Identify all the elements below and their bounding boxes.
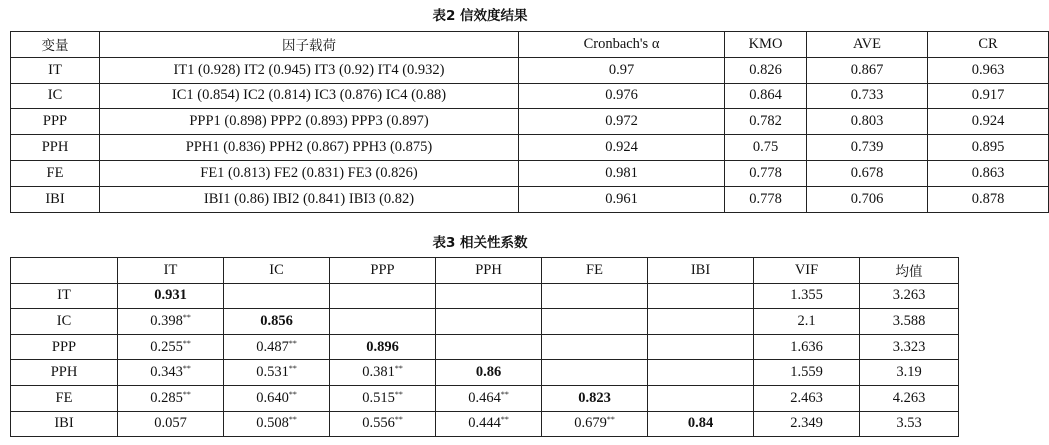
cell-vif: 1.559 (754, 360, 860, 386)
corr-cell-pph (436, 283, 542, 309)
corr-cell-ibi (648, 360, 754, 386)
corr-value: 0.398 (150, 312, 183, 329)
cell-factor-loadings: FE1 (0.813) FE2 (0.831) FE3 (0.826) (100, 160, 519, 186)
cell-factor-loadings: PPH1 (0.836) PPH2 (0.867) PPH3 (0.875) (100, 135, 519, 161)
corr-value: 0.487 (256, 338, 289, 355)
cell-cr: 0.924 (928, 109, 1049, 135)
cell-variable: IC (11, 83, 100, 109)
row-label: FE (11, 385, 118, 411)
corr-cell-ic (224, 334, 330, 360)
header-variable: 变量 (11, 32, 100, 58)
significance-marker: ** (500, 389, 509, 399)
header-ave: AVE (807, 32, 928, 58)
cell-ave: 0.803 (807, 109, 928, 135)
corr-cell-ppp (330, 385, 436, 411)
corr-cell-ppp (330, 411, 436, 437)
table-row (11, 334, 959, 360)
header-mean: 均值 (860, 258, 959, 284)
cell-ave: 0.867 (807, 57, 928, 83)
row-label: IC (11, 309, 118, 335)
cell-cronbach-alpha: 0.961 (519, 186, 725, 212)
significance-marker: ** (394, 364, 403, 374)
cell-mean: 3.53 (860, 411, 959, 437)
header-pph: PPH (436, 258, 542, 284)
cell-vif: 2.349 (754, 411, 860, 437)
corr-value: 0.84 (687, 415, 714, 432)
corr-value: 0.856 (260, 312, 293, 329)
corr-cell-ppp (330, 309, 436, 335)
table-row (11, 160, 1049, 186)
table-row (11, 309, 959, 335)
cell-cronbach-alpha: 0.976 (519, 83, 725, 109)
row-label: PPP (11, 334, 118, 360)
corr-cell-it (118, 283, 224, 309)
corr-cell-ic (224, 309, 330, 335)
corr-cell-ppp (330, 283, 436, 309)
corr-cell-ppp (330, 360, 436, 386)
corr-value: 0.86 (475, 364, 502, 381)
table2-caption: 表2 信效度结果 (432, 8, 528, 24)
corr-value: 0.515 (362, 389, 395, 406)
cell-factor-loadings: IT1 (0.928) IT2 (0.945) IT3 (0.92) IT4 (0.932) (100, 57, 519, 83)
cell-cronbach-alpha: 0.924 (519, 135, 725, 161)
cell-variable: FE (11, 160, 100, 186)
row-label: PPH (11, 360, 118, 386)
cell-ave: 0.733 (807, 83, 928, 109)
cell-cronbach-alpha: 0.97 (519, 57, 725, 83)
reliability-validity-table (10, 31, 1049, 213)
significance-marker: ** (182, 312, 191, 322)
corr-cell-fe (542, 334, 648, 360)
corr-cell-pph (436, 334, 542, 360)
cell-cr: 0.878 (928, 186, 1049, 212)
cell-kmo: 0.778 (725, 160, 807, 186)
table3-header-row (11, 258, 959, 284)
cell-kmo: 0.826 (725, 57, 807, 83)
corr-cell-fe (542, 283, 648, 309)
corr-cell-it (118, 334, 224, 360)
significance-marker: ** (182, 338, 191, 348)
significance-marker: ** (606, 415, 615, 425)
header-ibi: IBI (648, 258, 754, 284)
table-row (11, 83, 1049, 109)
corr-cell-fe (542, 385, 648, 411)
cell-mean: 3.19 (860, 360, 959, 386)
corr-cell-ic (224, 360, 330, 386)
corr-cell-pph (436, 360, 542, 386)
cell-variable: IT (11, 57, 100, 83)
header-kmo: KMO (725, 32, 807, 58)
corr-value: 0.531 (256, 364, 289, 381)
cell-vif: 2.1 (754, 309, 860, 335)
significance-marker: ** (394, 415, 403, 425)
corr-cell-fe (542, 411, 648, 437)
corr-value: 0.640 (256, 389, 289, 406)
significance-marker: ** (182, 364, 191, 374)
header-vif: VIF (754, 258, 860, 284)
corr-value: 0.931 (154, 287, 187, 304)
header-it: IT (118, 258, 224, 284)
cell-cr: 0.895 (928, 135, 1049, 161)
corr-cell-fe (542, 360, 648, 386)
corr-cell-ic (224, 283, 330, 309)
cell-cronbach-alpha: 0.972 (519, 109, 725, 135)
cell-vif: 1.355 (754, 283, 860, 309)
row-label: IT (11, 283, 118, 309)
cell-factor-loadings: IC1 (0.854) IC2 (0.814) IC3 (0.876) IC4 (0.88) (100, 83, 519, 109)
corr-cell-fe (542, 309, 648, 335)
cell-kmo: 0.778 (725, 186, 807, 212)
cell-ave: 0.678 (807, 160, 928, 186)
cell-ave: 0.706 (807, 186, 928, 212)
significance-marker: ** (288, 338, 297, 348)
corr-cell-ibi (648, 309, 754, 335)
significance-marker: ** (288, 415, 297, 425)
table-row (11, 186, 1049, 212)
cell-factor-loadings: PPP1 (0.898) PPP2 (0.893) PPP3 (0.897) (100, 109, 519, 135)
corr-cell-it (118, 360, 224, 386)
cell-cr: 0.963 (928, 57, 1049, 83)
corr-cell-ibi (648, 283, 754, 309)
header-ic: IC (224, 258, 330, 284)
table-row (11, 135, 1049, 161)
cell-variable: PPP (11, 109, 100, 135)
corr-value: 0.057 (154, 415, 187, 432)
cell-kmo: 0.782 (725, 109, 807, 135)
header-cronbach-alpha: Cronbach's α (519, 32, 725, 58)
table-row (11, 411, 959, 437)
corr-cell-pph (436, 385, 542, 411)
cell-mean: 4.263 (860, 385, 959, 411)
cell-ave: 0.739 (807, 135, 928, 161)
corr-cell-it (118, 411, 224, 437)
table-row (11, 57, 1049, 83)
header-factor-loading: 因子载荷 (100, 32, 519, 58)
table-row (11, 283, 959, 309)
cell-cr: 0.917 (928, 83, 1049, 109)
corr-cell-ibi (648, 385, 754, 411)
corr-value: 0.444 (468, 415, 501, 432)
cell-mean: 3.323 (860, 334, 959, 360)
correlation-table (10, 257, 959, 437)
row-label: IBI (11, 411, 118, 437)
table-row (11, 360, 959, 386)
corr-value: 0.508 (256, 415, 289, 432)
cell-kmo: 0.864 (725, 83, 807, 109)
corr-value: 0.896 (366, 338, 399, 355)
corr-cell-ic (224, 385, 330, 411)
significance-marker: ** (394, 389, 403, 399)
header-ppp: PPP (330, 258, 436, 284)
table2-header-row (11, 32, 1049, 58)
cell-variable: IBI (11, 186, 100, 212)
corr-value: 0.255 (150, 338, 183, 355)
cell-mean: 3.588 (860, 309, 959, 335)
corr-value: 0.285 (150, 389, 183, 406)
corr-value: 0.464 (468, 389, 501, 406)
significance-marker: ** (288, 364, 297, 374)
cell-factor-loadings: IBI1 (0.86) IBI2 (0.841) IBI3 (0.82) (100, 186, 519, 212)
table-row (11, 385, 959, 411)
header-fe: FE (542, 258, 648, 284)
cell-cr: 0.863 (928, 160, 1049, 186)
cell-vif: 1.636 (754, 334, 860, 360)
corr-value: 0.556 (362, 415, 395, 432)
cell-cronbach-alpha: 0.981 (519, 160, 725, 186)
corr-value: 0.381 (362, 364, 395, 381)
cell-mean: 3.263 (860, 283, 959, 309)
significance-marker: ** (182, 389, 191, 399)
corr-cell-pph (436, 411, 542, 437)
corr-cell-it (118, 309, 224, 335)
header-cr: CR (928, 32, 1049, 58)
cell-vif: 2.463 (754, 385, 860, 411)
table3-caption: 表3 相关性系数 (432, 235, 528, 251)
corr-value: 0.823 (578, 389, 611, 406)
significance-marker: ** (500, 415, 509, 425)
header-blank (11, 258, 118, 284)
corr-cell-ibi (648, 334, 754, 360)
table-row (11, 109, 1049, 135)
corr-cell-it (118, 385, 224, 411)
corr-cell-pph (436, 309, 542, 335)
corr-value: 0.679 (574, 415, 607, 432)
cell-kmo: 0.75 (725, 135, 807, 161)
corr-cell-ibi (648, 411, 754, 437)
significance-marker: ** (288, 389, 297, 399)
corr-cell-ic (224, 411, 330, 437)
corr-value: 0.343 (150, 364, 183, 381)
cell-variable: PPH (11, 135, 100, 161)
corr-cell-ppp (330, 334, 436, 360)
